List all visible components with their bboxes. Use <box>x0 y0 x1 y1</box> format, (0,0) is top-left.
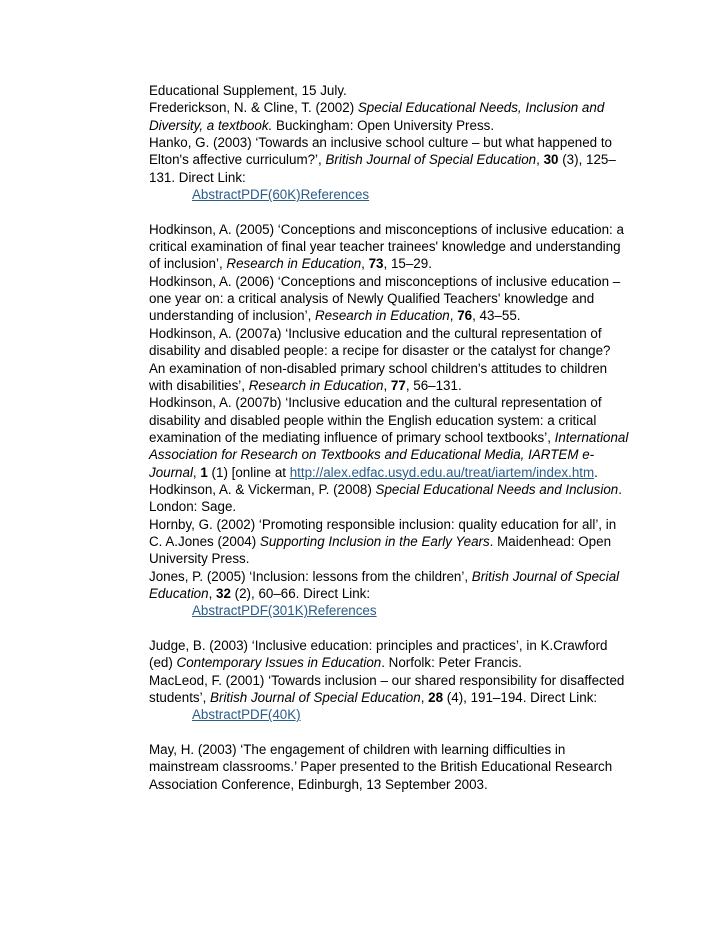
reference-title: British Journal of Special Education <box>325 152 537 168</box>
reference-entry <box>149 273 629 325</box>
reference-text: , <box>208 585 217 601</box>
reference-text: . Norfolk: Peter Francis. <box>381 655 522 671</box>
reference-volume: 1 <box>200 464 208 480</box>
reference-text: Hodkinson, A. (2006) ‘Conceptions and misconceptions of inclusive education – one year on: a critical analysis of Newly Qualified Teachers' knowledge and understanding of inclusion’, <box>149 273 621 324</box>
reference-text: , 15–29. <box>383 256 432 272</box>
reference-text: . London: Sage. <box>149 481 622 515</box>
reference-entry <box>149 637 629 672</box>
reference-text: , <box>383 377 391 393</box>
reference-text: , <box>192 464 201 480</box>
reference-entry <box>149 394 629 481</box>
reference-text: Jones, P. (2005) ‘Inclusion: lessons from the children’, <box>149 568 472 584</box>
reference-text: (2), 60–66. Direct Link: <box>230 585 371 601</box>
spacer <box>149 620 629 637</box>
reference-text: May, H. (2003) ‘The engagement of children with learning difficulties in mainstream classrooms.’ Paper presented to the British Educational Research Association Conference, Edinburgh, 13 September 2003. <box>149 742 613 792</box>
reference-title: Research in Education <box>248 377 384 393</box>
reference-text: Buckingham: Open University Press. <box>272 117 495 133</box>
reference-title: Special Educational Needs and Inclusion <box>375 481 619 497</box>
abstract-pdf-references-link[interactable]: AbstractPDF(60K)References <box>192 187 370 203</box>
reference-text: (1) [online at <box>207 464 290 480</box>
reference-entry <box>149 481 629 516</box>
spacer <box>149 724 629 741</box>
reference-text: Hanko, G. (2003) ‘Towards an inclusive school culture – but what happened to Elton's affective curriculum?’, <box>149 135 612 168</box>
reference-title: Contemporary Issues in Education <box>176 655 382 671</box>
reference-title: British Journal of Special Education <box>149 568 620 601</box>
reference-text: (3), 125–131. Direct Link: <box>149 152 616 185</box>
reference-text: Judge, B. (2003) ‘Inclusive education: principles and practices’, in K.Crawford (ed) <box>149 638 608 671</box>
abstract-pdf-references-link[interactable]: AbstractPDF(301K)References <box>192 603 377 619</box>
reference-text: . <box>594 464 598 480</box>
spacer <box>149 203 629 220</box>
reference-title: Research in Education <box>226 256 362 272</box>
reference-text: , <box>536 152 544 168</box>
direct-link-row <box>149 706 629 723</box>
reference-text: Hodkinson, A. (2005) ‘Conceptions and misconceptions of inclusive education: a critical examination of final year teacher trainees' knowledge and understanding of inclusion’, <box>149 221 624 272</box>
reference-text: , 56–131. <box>405 377 462 393</box>
direct-link-row <box>149 602 629 619</box>
reference-volume: 77 <box>390 377 406 393</box>
direct-link-row <box>149 186 629 203</box>
reference-text: MacLeod, F. (2001) ‘Towards inclusion – our shared responsibility for disaffected students’, <box>149 672 625 706</box>
reference-text: Frederickson, N. & Cline, T. (2002) <box>149 100 358 116</box>
reference-text: (4), 191–194. Direct Link: <box>443 690 598 706</box>
reference-entry <box>149 568 629 603</box>
reference-volume: 73 <box>368 256 384 272</box>
reference-title: Research in Education <box>315 308 450 324</box>
reference-title: Supporting Inclusion in the Early Years <box>259 533 490 549</box>
reference-title: International Association for Research on Textbooks and Educational Media, IARTEM e-Journal <box>149 429 629 480</box>
reference-entry <box>149 82 629 99</box>
reference-entry <box>149 99 629 134</box>
reference-text: , <box>361 256 369 272</box>
reference-text: Hodkinson, A. & Vickerman, P. (2008) <box>149 481 376 497</box>
reference-entry <box>149 221 629 273</box>
reference-entry <box>149 516 629 568</box>
reference-text: . Maidenhead: Open University Press. <box>149 533 612 567</box>
reference-volume: 30 <box>543 152 559 168</box>
reference-entry <box>149 325 629 394</box>
abstract-pdf-link[interactable]: AbstractPDF(40K) <box>192 707 301 723</box>
reference-volume: 28 <box>428 690 444 706</box>
reference-volume: 76 <box>457 308 473 324</box>
reference-text: Educational Supplement, 15 July. <box>149 83 347 98</box>
iartem-url-link[interactable]: http://alex.edfac.usyd.edu.au/treat/iartem/index.htm <box>289 464 595 480</box>
reference-text: Hodkinson, A. (2007b) ‘Inclusive education and the cultural representation of disability and disabled people within the English education system: a critical examination of the mediating influence of primary school textbooks’, <box>149 395 602 445</box>
reference-title: Special Educational Needs, Inclusion and Diversity, a textbook. <box>149 100 605 133</box>
reference-text: , <box>449 308 458 324</box>
reference-volume: 32 <box>216 585 231 601</box>
reference-text: Hornby, G. (2002) ‘Promoting responsible inclusion: quality education for all’, in C. A.Jones (2004) <box>149 516 617 549</box>
reference-text: , <box>420 690 429 706</box>
reference-entry <box>149 134 629 186</box>
reference-title: British Journal of Special Education <box>210 690 421 706</box>
reference-text: Hodkinson, A. (2007a) ‘Inclusive education and the cultural representation of disability and disabled people: a recipe for disaster or the catalyst for change? An examination of non-disabled primary school children's attitudes to children with disabilities’, <box>149 325 611 393</box>
reference-entry <box>149 741 629 793</box>
reference-entry <box>149 672 629 707</box>
reference-list <box>149 82 629 793</box>
reference-text: , 43–55. <box>472 308 521 324</box>
